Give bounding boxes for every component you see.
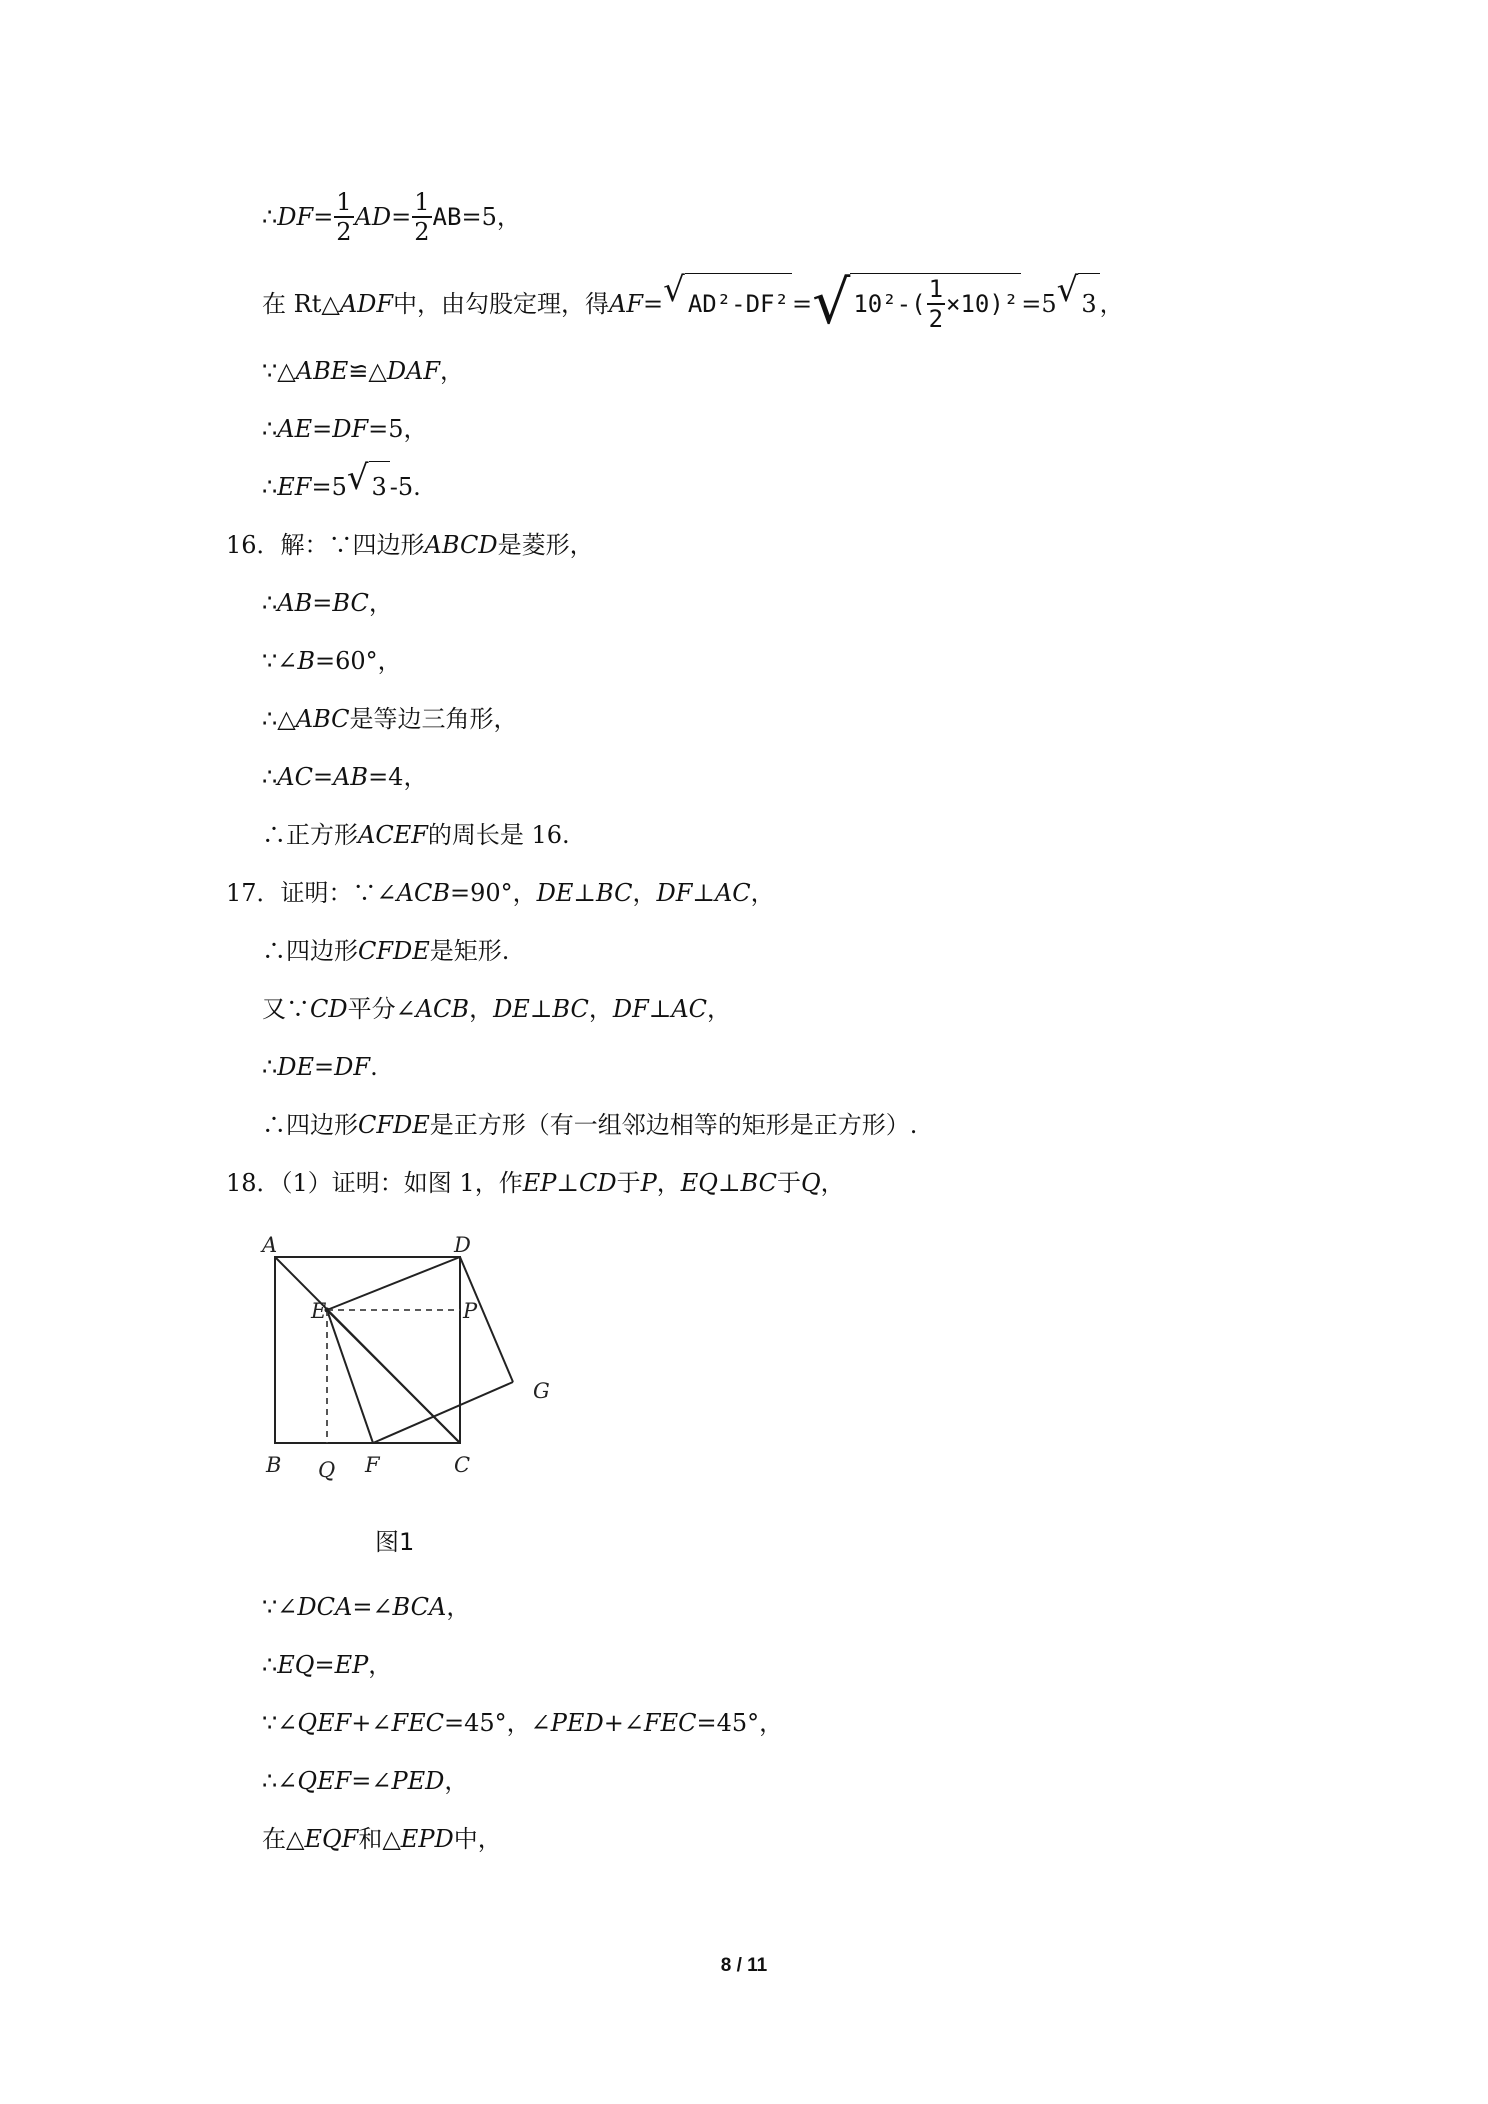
label-b: B <box>266 1453 282 1477</box>
segment-gf <box>373 1382 513 1443</box>
line-rectangle: ∴四边形CFDE是矩形. <box>262 936 510 965</box>
line-ab-bc: ∴AB=BC， <box>262 588 393 617</box>
line-angles-45: ∵∠QEF+∠FEC=45°，∠PED+∠FEC=45°， <box>262 1708 784 1737</box>
line-eq-ep: ∴EQ=EP， <box>262 1650 393 1679</box>
problem-16-heading: 16．解：∵四边形ABCD是菱形， <box>226 530 594 559</box>
segment-ef <box>327 1310 373 1443</box>
label-c: C <box>454 1453 471 1477</box>
line-df-half-ad: ∴DF= $\frac{1}{2}$ AD= $\frac{1}{2}$ AB=5， <box>262 188 521 246</box>
line-pythagoras-af: 在 Rt△ADF中，由勾股定理，得AF= √ AD²-DF² = √ 10²-( $\frac{1}{2}$ ×10)² =5 √ 3 ， <box>262 268 1124 338</box>
line-angle-dca: ∵∠DCA=∠BCA， <box>262 1592 471 1621</box>
line-bisector: 又∵CD平分∠ACB，DE⊥BC，DF⊥AC， <box>262 994 732 1023</box>
label-f: F <box>365 1453 380 1477</box>
sqrt-expression: √ 10²-( $\frac{1}{2}$ ×10)² <box>812 273 1021 334</box>
line-perimeter: ∴正方形ACEF的周长是 16. <box>262 820 570 849</box>
line-angle-b: ∵∠B=60°， <box>262 646 402 675</box>
line-equilateral: ∴△ABC是等边三角形， <box>262 704 518 733</box>
figure-caption: 图1 <box>375 1528 415 1556</box>
line-square: ∴四边形CFDE是正方形（有一组邻边相等的矩形是正方形）. <box>262 1110 918 1139</box>
fraction-half: $\frac{1}{2}$ <box>336 188 352 246</box>
line-triangles: 在△EQF和△EPD中， <box>262 1824 502 1853</box>
line-congruent: ∵△ABE≌△DAF， <box>262 356 465 385</box>
fraction-half: $\frac{1}{2}$ <box>414 188 430 246</box>
segment-ec <box>327 1310 460 1443</box>
line-ae-df: ∴AE=DF=5， <box>262 414 428 443</box>
page-number: 8 / 11 <box>720 1955 768 1976</box>
problem-17-heading: 17．证明：∵∠ACB=90°，DE⊥BC，DF⊥AC， <box>226 878 775 907</box>
label-g: G <box>533 1379 550 1403</box>
segment-de <box>327 1257 460 1310</box>
sqrt-expression: √ AD²-DF² <box>663 273 792 334</box>
sqrt-expression: √ 3 <box>1057 273 1100 334</box>
label-e: E <box>311 1299 327 1323</box>
line-qef-ped: ∴∠QEF=∠PED， <box>262 1766 469 1795</box>
sqrt-expression: √ 3 <box>347 461 390 512</box>
line-ac-ab: ∴AC=AB=4， <box>262 762 428 791</box>
line-de-df: ∴DE=DF. <box>262 1052 378 1081</box>
label-a: A <box>262 1233 278 1257</box>
label-p: P <box>463 1299 478 1323</box>
problem-18-heading: 18．（1）证明：如图 1，作EP⊥CD于P，EQ⊥BC于Q， <box>226 1168 845 1197</box>
geometry-figure-1 <box>258 1232 568 1512</box>
line-ef: ∴EF=5 √ 3 -5. <box>262 460 421 510</box>
label-d: D <box>454 1233 471 1257</box>
label-q: Q <box>318 1458 336 1482</box>
